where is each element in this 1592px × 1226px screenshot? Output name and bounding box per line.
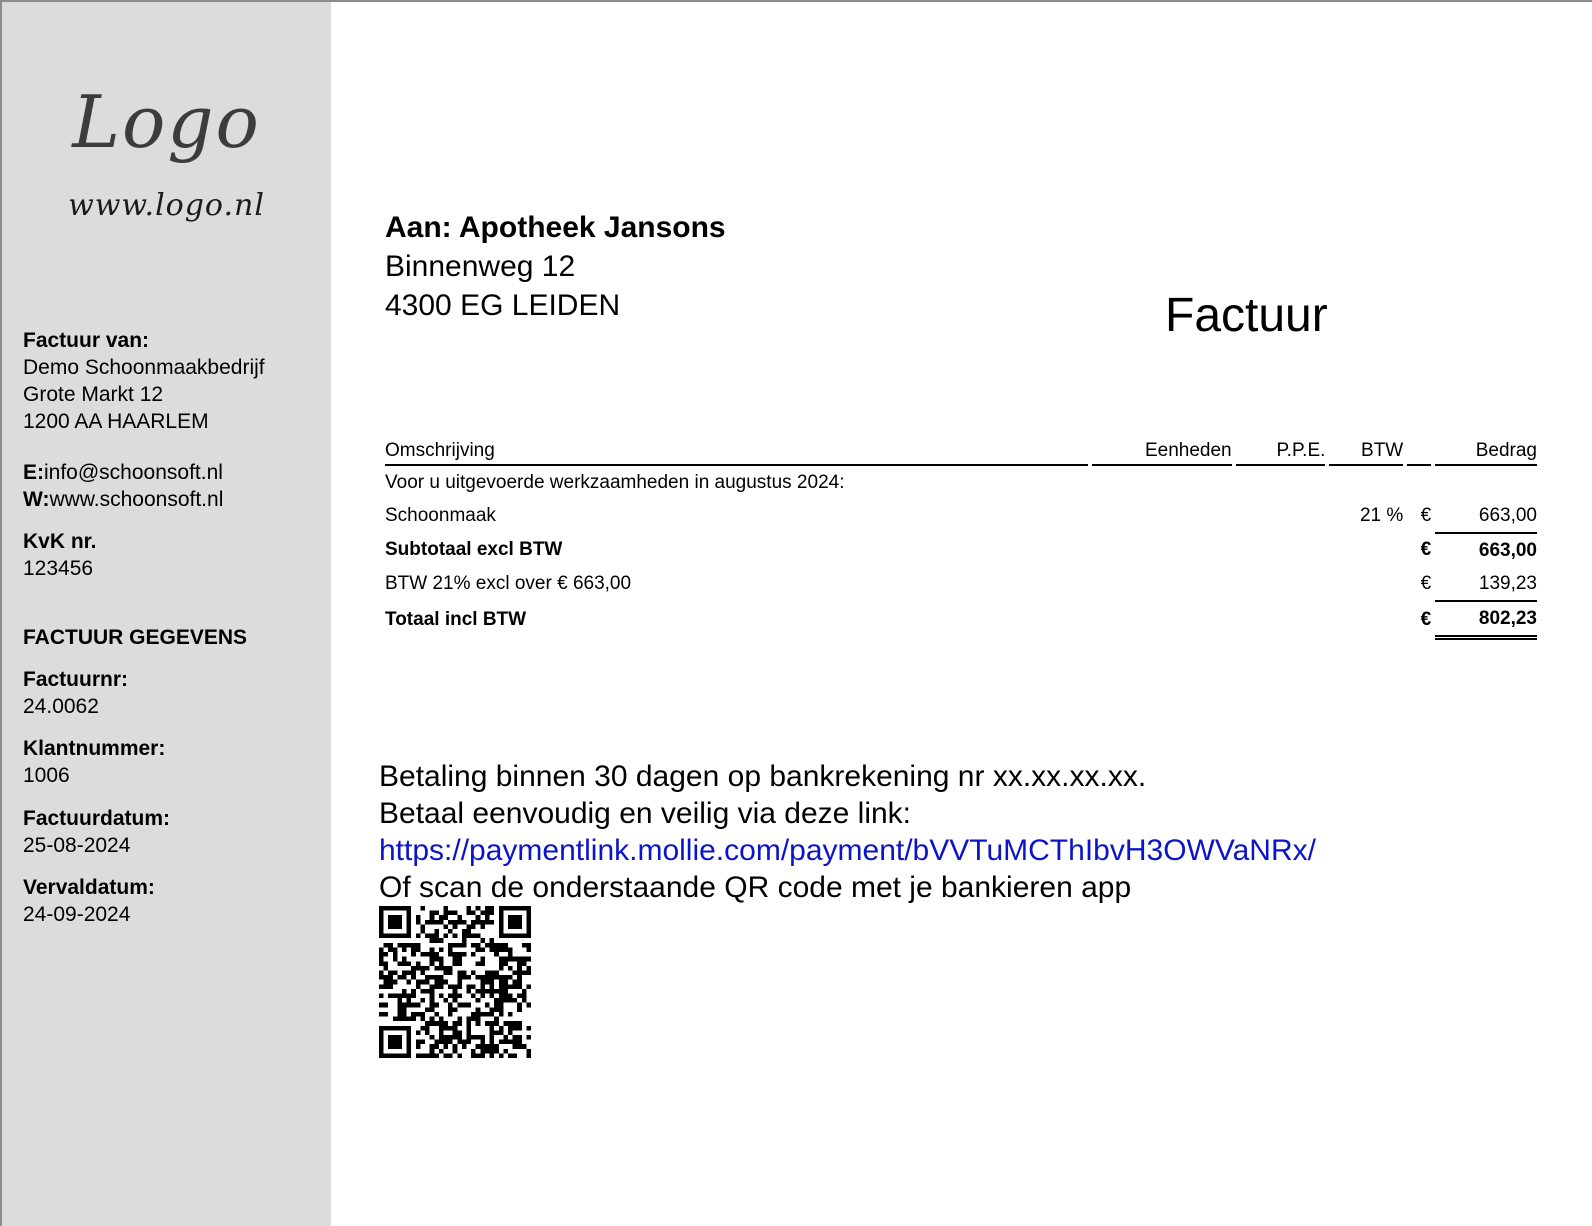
table-row <box>385 466 1537 499</box>
header-description: Omschrijving <box>385 434 1088 466</box>
kvk-label: KvK nr. <box>23 530 97 553</box>
total-amount: 802,23 <box>1435 600 1537 640</box>
line-currency: € <box>1420 504 1432 526</box>
logo-url: www.logo.nl <box>68 188 265 223</box>
header-vat: BTW <box>1329 434 1403 466</box>
table-row <box>385 499 1537 532</box>
recipient-address <box>385 208 726 325</box>
recipient-name: Aan: Apotheek Jansons <box>385 211 726 244</box>
web-value: www.schoonsoft.nl <box>49 488 224 511</box>
detail-value: 1006 <box>23 764 70 787</box>
detail-value: 25-08-2024 <box>23 834 131 857</box>
kvk-value: 123456 <box>23 557 94 580</box>
email-line <box>23 459 223 486</box>
subtotal-amount: 663,00 <box>1435 532 1537 567</box>
subtotal-row <box>385 532 1537 567</box>
total-currency: € <box>1420 609 1432 630</box>
total-label: Totaal incl BTW <box>385 609 527 630</box>
line-units <box>1092 499 1232 532</box>
sender-city: 1200 AA HAARLEM <box>23 410 209 433</box>
total-row <box>385 600 1537 640</box>
logo: Logo <box>72 80 261 164</box>
sidebar <box>2 2 331 1226</box>
detail-label: Factuurdatum: <box>23 807 170 830</box>
sender-block <box>23 327 265 435</box>
vat-amount: 139,23 <box>1478 572 1537 594</box>
header-amount: Bedrag <box>1435 434 1537 466</box>
table-header-row <box>385 434 1537 466</box>
web-line <box>23 486 223 513</box>
detail-label: Klantnummer: <box>23 737 166 760</box>
detail-label: Vervaldatum: <box>23 876 155 899</box>
document-title: Factuur <box>1165 289 1328 342</box>
sender-street: Grote Markt 12 <box>23 383 164 406</box>
kvk-block <box>23 528 97 582</box>
sender-label: Factuur van: <box>23 329 150 352</box>
header-currency <box>1407 434 1431 466</box>
detail-value: 24.0062 <box>23 695 99 718</box>
payment-link-intro: Betaal eenvoudig en veilig via deze link: <box>379 797 912 830</box>
contact-block <box>23 459 223 513</box>
line-description: Schoonmaak <box>385 504 496 526</box>
subtotal-label: Subtotaal excl BTW <box>385 538 563 560</box>
sender-name: Demo Schoonmaakbedrijf <box>23 356 265 379</box>
detail-label: Factuurnr: <box>23 668 128 691</box>
payment-terms: Betaling binnen 30 dagen op bankrekening nr xx.xx.xx.xx. <box>379 760 1147 793</box>
header-ppe: P.P.E. <box>1236 434 1326 466</box>
payment-instructions <box>379 758 1316 906</box>
qr-code <box>379 906 531 1058</box>
recipient-street: Binnenweg 12 <box>385 250 576 283</box>
email-label: E: <box>23 461 44 484</box>
line-ppe <box>1236 499 1326 532</box>
invoice-date-block <box>23 805 170 859</box>
customer-number-block <box>23 735 165 789</box>
vat-row <box>385 567 1537 600</box>
line-vat: 21 % <box>1359 504 1404 526</box>
email-value: info@schoonsoft.nl <box>44 461 223 484</box>
due-date-block <box>23 874 155 928</box>
intro-text: Voor u uitgevoerde werkzaamheden in augustus 2024: <box>385 471 845 493</box>
vat-currency: € <box>1420 572 1432 594</box>
header-units: Eenheden <box>1092 434 1232 466</box>
subtotal-currency: € <box>1420 538 1432 560</box>
detail-value: 24-09-2024 <box>23 903 131 926</box>
vat-label: BTW 21% excl over € 663,00 <box>385 572 632 594</box>
payment-link[interactable]: https://paymentlink.mollie.com/payment/bVVTuMCThIbvH3OWVaNRx/ <box>379 834 1316 867</box>
section-title: FACTUUR GEGEVENS <box>23 626 248 649</box>
qr-instruction: Of scan de onderstaande QR code met je bankieren app <box>379 871 1132 904</box>
invoice-lines-table <box>381 434 1541 640</box>
recipient-city: 4300 EG LEIDEN <box>385 289 621 322</box>
invoice-number-block <box>23 666 128 720</box>
line-amount: 663,00 <box>1478 504 1537 526</box>
web-label: W: <box>23 488 50 511</box>
